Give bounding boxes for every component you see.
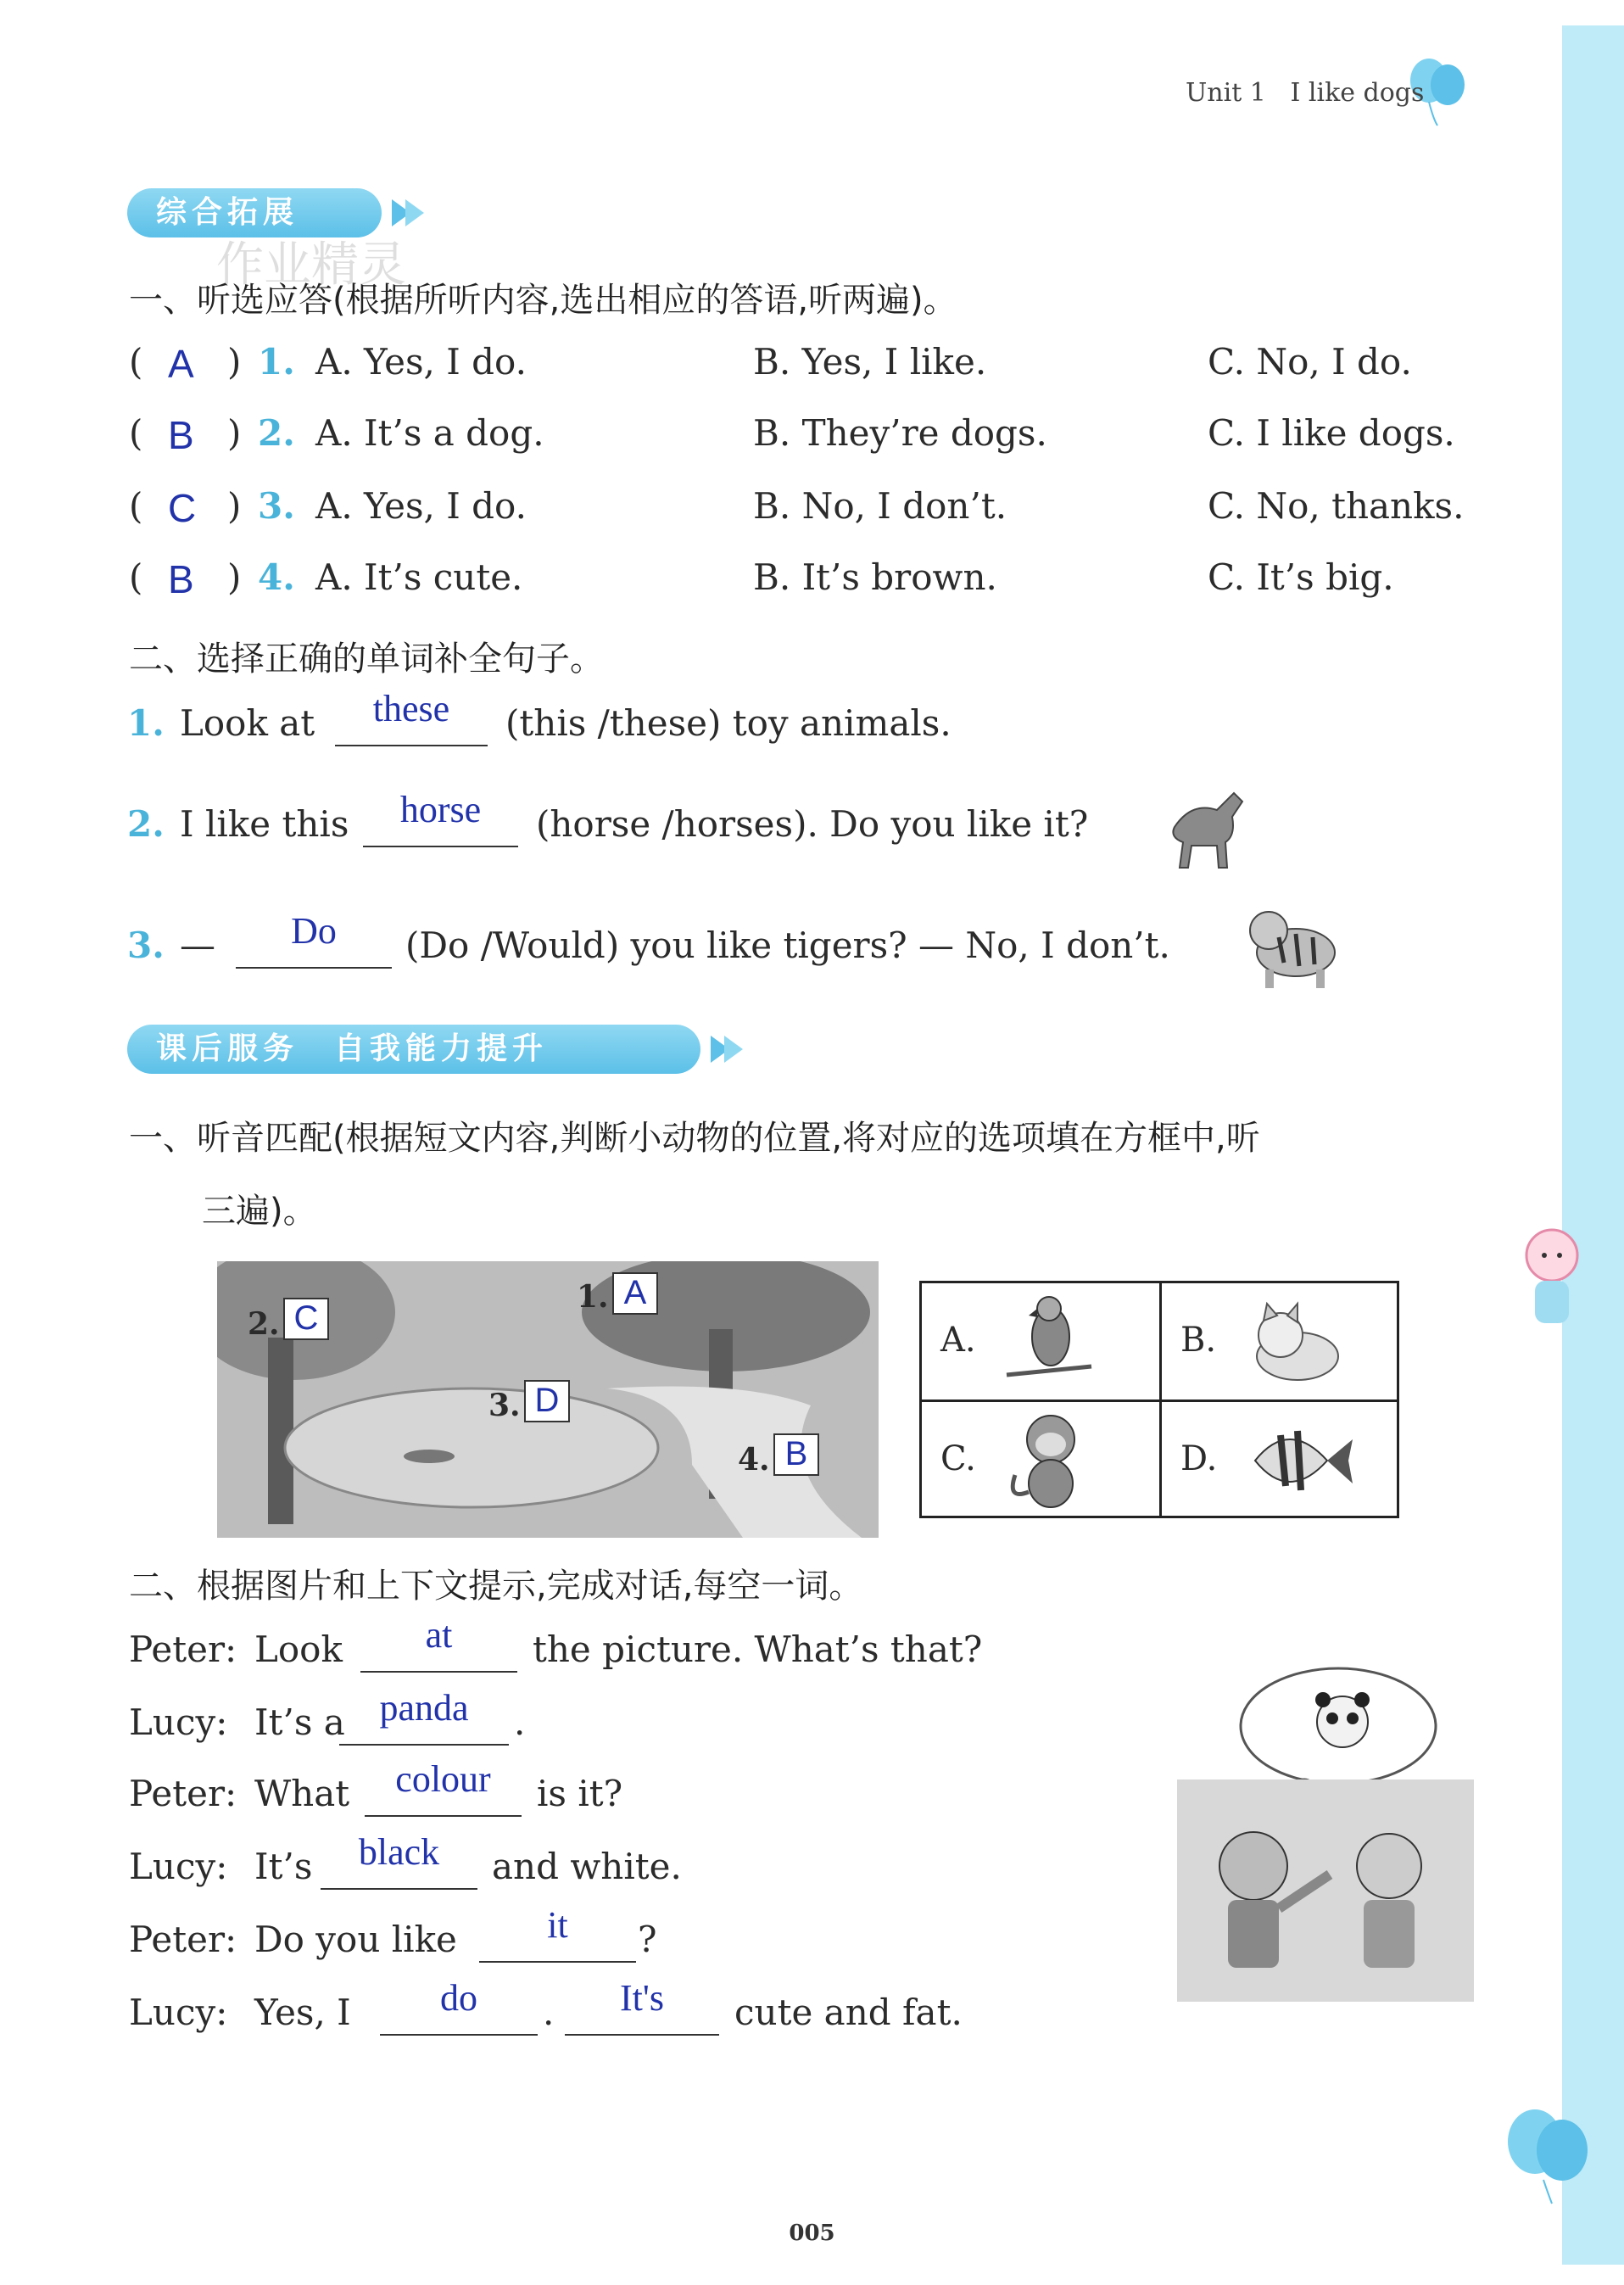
section-heading-dialogue: 二、根据图片和上下文提示,完成对话,每空一词。 (129, 1567, 863, 1606)
answer-blank[interactable] (335, 745, 488, 746)
paren-right: ) (227, 412, 242, 454)
item-number: 1. (127, 702, 165, 744)
section-banner-after-class: 课后服务 自我能力提升 (127, 1025, 700, 1074)
item-number: 3. (127, 925, 165, 966)
paren-left: ( (129, 485, 143, 527)
section-banner-extension: 综合拓展 (127, 188, 382, 237)
option-cell-a (922, 1283, 1159, 1399)
answer-box[interactable]: A (612, 1272, 658, 1315)
filled-answer: these (372, 688, 450, 729)
option-cell-c (922, 1402, 1159, 1518)
arrow-icon (405, 199, 424, 226)
line-start: It’s (254, 1846, 313, 1887)
fish-icon (1247, 1414, 1357, 1507)
filled-answer: panda (379, 1687, 469, 1729)
sentence-start: I like this (180, 803, 349, 845)
answer-blank[interactable] (365, 1815, 522, 1817)
item-number: 2. (127, 803, 165, 845)
arrow-icon (724, 1036, 743, 1063)
option-c: C. No, thanks. (1208, 485, 1465, 527)
line-start: It’s a (254, 1701, 345, 1743)
question-number: 3. (258, 485, 295, 527)
filled-answer: black (358, 1831, 440, 1873)
sentence-end: (horse /horses). Do you like it? (536, 803, 1089, 845)
answer-value: B (168, 557, 194, 601)
filled-answer: do (440, 1977, 477, 2019)
line-end: is it? (537, 1773, 623, 1814)
section-heading-listening: 一、听选应答(根据所听内容,选出相应的答语,听两遍)。 (129, 281, 957, 320)
answer-box[interactable]: D (524, 1380, 570, 1422)
line-end: the picture. What’s that? (533, 1629, 983, 1670)
answer-blank[interactable] (380, 2034, 538, 2036)
parrot-icon (998, 1290, 1100, 1392)
monkey-icon (998, 1407, 1100, 1513)
children-talking-picture (1177, 1662, 1474, 2002)
answer-blank[interactable] (363, 846, 518, 847)
answer-blank[interactable] (565, 2034, 719, 2036)
line-start: Do you like (254, 1919, 457, 1960)
sentence-end: (this /these) toy animals. (505, 702, 952, 744)
answer-box[interactable]: B (773, 1433, 819, 1476)
option-label: D. (1180, 1439, 1218, 1478)
option-b: B. They’re dogs. (753, 412, 1047, 454)
position-number: 3. (488, 1388, 521, 1423)
option-b: B. It’s brown. (753, 556, 997, 598)
answer-blank[interactable] (339, 1744, 509, 1746)
option-c: C. It’s big. (1208, 556, 1394, 598)
paren-right: ) (227, 556, 242, 598)
animal-options-grid (919, 1281, 1399, 1518)
option-b: B. Yes, I like. (753, 341, 987, 383)
sentence-start: Look at (180, 702, 315, 744)
line-end: cute and fat. (734, 1992, 963, 2033)
line-end: and white. (492, 1846, 682, 1887)
section-heading-choose-word: 二、选择正确的单词补全句子。 (129, 640, 604, 679)
paren-left: ( (129, 341, 143, 383)
option-label: A. (940, 1321, 976, 1360)
question-number: 2. (258, 412, 295, 454)
answer-value: A (168, 342, 194, 386)
line-start: What (254, 1773, 350, 1814)
option-a: A. Yes, I do. (315, 341, 527, 383)
answer-blank[interactable] (479, 1961, 636, 1963)
speaker-name: Lucy: (129, 1992, 228, 2033)
filled-answer: It's (620, 1977, 664, 2019)
filled-answer: horse (399, 789, 482, 830)
section-heading-matching-cont: 三遍)。 (202, 1192, 317, 1231)
question-number: 1. (258, 341, 295, 383)
option-cell-b (1162, 1283, 1399, 1399)
option-a: A. It’s cute. (315, 556, 523, 598)
option-a: A. It’s a dog. (315, 412, 544, 454)
line-punct: . (543, 1992, 555, 2033)
answer-value: B (168, 413, 194, 457)
paren-left: ( (129, 556, 143, 598)
line-end: . (514, 1701, 526, 1743)
sentence-start: — (180, 925, 215, 966)
page-number: 005 (789, 2221, 835, 2246)
option-label: C. (940, 1439, 976, 1478)
cat-icon (1238, 1297, 1348, 1390)
unit-label: Unit 1 (1186, 78, 1266, 108)
paren-right: ) (227, 485, 242, 527)
line-end: ? (638, 1919, 657, 1960)
watermark-text: 作业精灵 (216, 237, 406, 293)
answer-blank[interactable] (360, 1671, 517, 1673)
speaker-name: Lucy: (129, 1846, 228, 1887)
line-start: Yes, I (254, 1992, 351, 2033)
position-number: 4. (738, 1442, 770, 1478)
answer-box[interactable]: C (283, 1298, 329, 1340)
option-label: B. (1180, 1321, 1217, 1360)
page-header (1186, 78, 1424, 108)
position-number: 2. (248, 1306, 280, 1342)
horse-icon (1158, 776, 1259, 874)
option-a: A. Yes, I do. (315, 485, 527, 527)
option-c: C. I like dogs. (1208, 412, 1455, 454)
paren-left: ( (129, 412, 143, 454)
filled-answer: it (547, 1904, 568, 1946)
filled-answer: colour (395, 1758, 491, 1800)
filled-answer: Do (291, 910, 337, 952)
section-heading-matching: 一、听音匹配(根据短文内容,判断小动物的位置,将对应的选项填在方框中,听 (129, 1119, 1260, 1158)
side-decoration-strip (1562, 25, 1624, 2265)
option-cell-d (1162, 1402, 1399, 1518)
speaker-name: Peter: (129, 1919, 237, 1960)
filled-answer: at (425, 1614, 453, 1656)
answer-blank[interactable] (236, 967, 392, 969)
speaker-name: Lucy: (129, 1701, 228, 1743)
paren-right: ) (227, 341, 242, 383)
answer-value: C (168, 486, 197, 530)
sentence-end: (Do /Would) you like tigers? — No, I don’t. (405, 925, 1170, 966)
speaker-name: Peter: (129, 1773, 237, 1814)
girl-cartoon-icon (1514, 1221, 1590, 1349)
line-start: Look (254, 1629, 343, 1670)
speaker-name: Peter: (129, 1629, 237, 1670)
balloon-icon (1501, 2103, 1594, 2205)
tiger-icon (1245, 903, 1342, 992)
position-number: 1. (577, 1279, 609, 1315)
unit-title: I like dogs (1290, 78, 1425, 108)
question-number: 4. (258, 556, 295, 598)
option-c: C. No, I do. (1208, 341, 1412, 383)
answer-blank[interactable] (321, 1888, 477, 1890)
option-b: B. No, I don’t. (753, 485, 1007, 527)
